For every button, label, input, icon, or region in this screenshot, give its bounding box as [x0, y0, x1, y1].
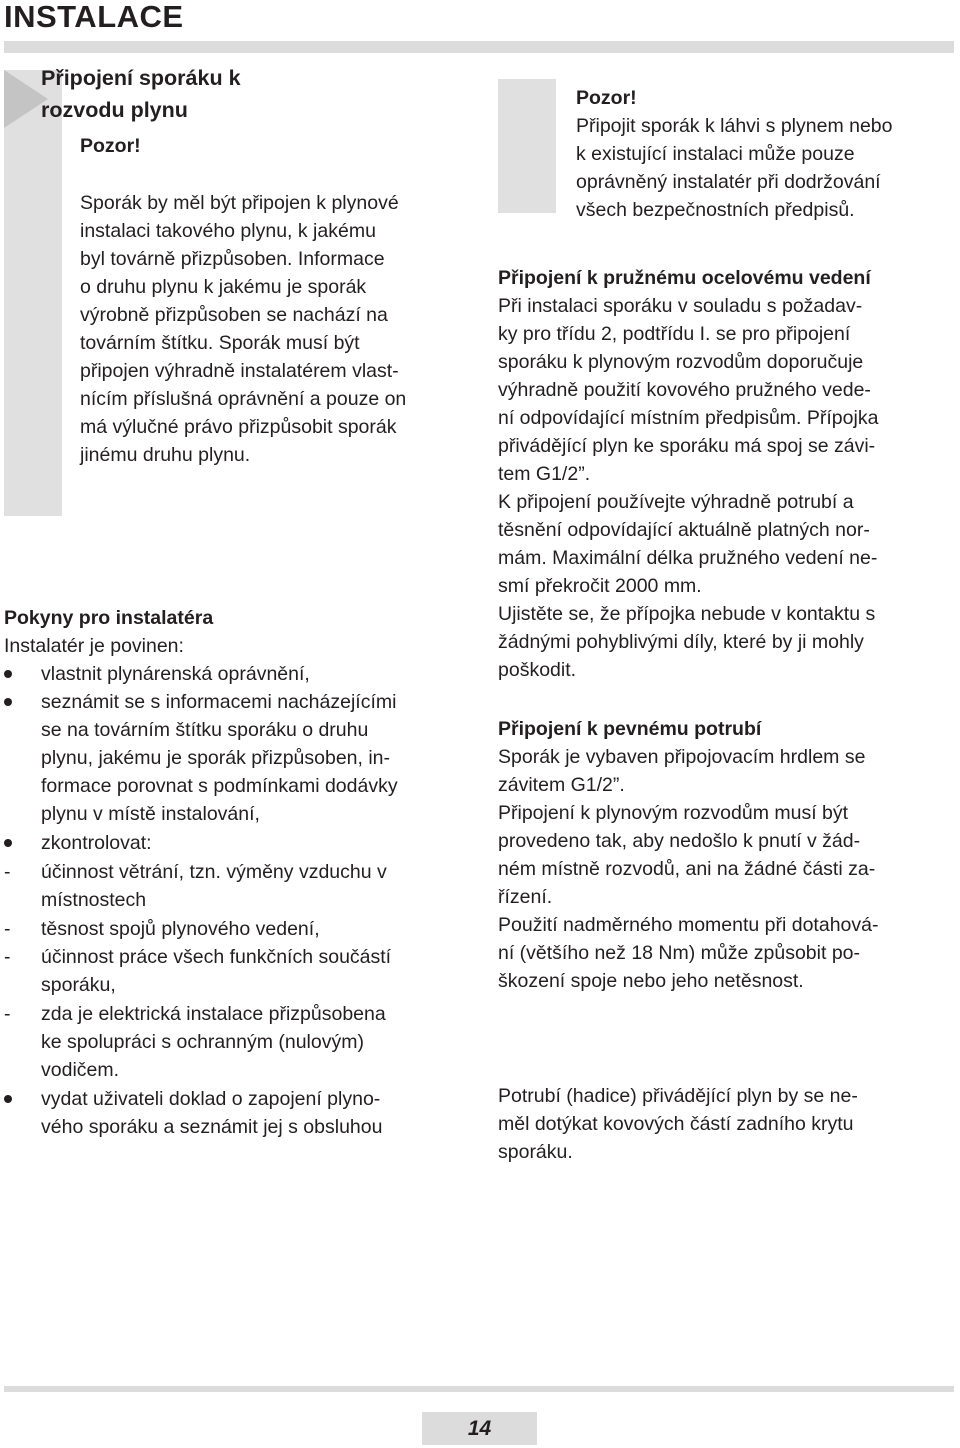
- list-item: [4, 1085, 462, 1141]
- list-item: [4, 858, 462, 914]
- warning-line: oprávněný instalatér při dodržování: [576, 171, 881, 193]
- section-heading: [41, 62, 241, 126]
- list-item-line: vydat uživateli doklad o zapojení plyno-: [41, 1088, 381, 1110]
- warning-line: továrním štítku. Sporák musí být: [80, 332, 360, 354]
- warning-line: jinému druhu plynu.: [80, 444, 251, 466]
- list-item-line: plynu, jakému je sporák přizpůsoben, in-: [41, 747, 391, 769]
- list-item-line: formace porovnat s podmínkami dodávky: [41, 775, 398, 797]
- paragraph-line: Potrubí (hadice) přivádějící plyn by se ne-: [498, 1085, 858, 1107]
- list-item-line: zkontrolovat:: [41, 832, 152, 854]
- bullet-dot-icon: [4, 688, 34, 716]
- hose-note-text: [498, 1082, 954, 1166]
- warning-line: všech bezpečnostních předpisů.: [576, 199, 855, 221]
- list-item: [4, 1000, 462, 1084]
- paragraph-line: ky pro třídu 2, podtřídu I. se pro připojení: [498, 323, 851, 345]
- list-item-line: plynu v místě instalování,: [41, 803, 260, 825]
- list-item-line: se na továrním štítku sporáku o druhu: [41, 719, 369, 741]
- paragraph-line: ní odpovídající místním předpisům. Přípojka: [498, 407, 879, 429]
- paragraph-line: Použití nadměrného momentu při dotahová-: [498, 914, 879, 936]
- list-item: [4, 915, 462, 943]
- paragraph-line: Sporák je vybaven připojovacím hrdlem se: [498, 746, 866, 768]
- paragraph-line: Ujistěte se, že přípojka nebude v kontaktu s: [498, 603, 876, 625]
- warning-line: výrobně přizpůsoben se nachází na: [80, 304, 388, 326]
- warning-line: Sporák by měl být připojen k plynové: [80, 192, 399, 214]
- warning-text: [80, 189, 462, 469]
- warning-line: byl továrně přizpůsoben. Informace: [80, 248, 385, 270]
- paragraph-line: sporáku k plynovým rozvodům doporučuje: [498, 351, 864, 373]
- paragraph-line: Při instalaci sporáku v souladu s požadav-: [498, 295, 863, 317]
- right-warning-label: Pozor!: [576, 87, 637, 109]
- list-item-line: ke spolupráci s ochranným (nulovým): [41, 1031, 364, 1053]
- warning-line: nícím příslušná oprávnění a pouze on: [80, 388, 407, 410]
- dash-marker: -: [4, 946, 11, 968]
- warning-marker-block: [498, 79, 556, 213]
- paragraph-line: škození spoje nebo jeho netěsnost.: [498, 970, 804, 992]
- paragraph-line: ném místně rozvodů, ani na žádné části za-: [498, 858, 876, 880]
- dash-marker: -: [4, 1003, 11, 1025]
- footer-divider-bar: [4, 1386, 954, 1392]
- warning-line: k existující instalaci může pouze: [576, 143, 855, 165]
- section-heading-line: Připojení sporáku k: [41, 66, 241, 90]
- bullet-dot-icon: [4, 1085, 34, 1113]
- paragraph-line: výhradně použití kovového pružného vede-: [498, 379, 871, 401]
- installer-intro: Instalatér je povinen:: [4, 635, 184, 657]
- list-item: [4, 829, 462, 857]
- dash-marker: -: [4, 918, 11, 940]
- paragraph-line: provedeno tak, aby nedošlo k pnutí v žád-: [498, 830, 861, 852]
- list-item-line: těsnost spojů plynového vedení,: [41, 918, 320, 940]
- list-item-line: účinnost větrání, tzn. výměny vzduchu v: [41, 861, 387, 883]
- dash-marker: -: [4, 861, 11, 883]
- warning-line: připojen výhradně instalatérem vlast-: [80, 360, 399, 382]
- rigid-connection-heading: Připojení k pevnému potrubí: [498, 718, 762, 740]
- list-item-line: vlastnit plynárenská oprávnění,: [41, 663, 310, 685]
- title-divider-bar: [4, 41, 954, 53]
- warning-line: má výlučné právo přizpůsobit sporák: [80, 416, 397, 438]
- paragraph-line: řízení.: [498, 886, 553, 908]
- paragraph-line: Připojení k plynovým rozvodům musí být: [498, 802, 849, 824]
- list-item-line: zda je elektrická instalace přizpůsobena: [41, 1003, 386, 1025]
- warning-line: o druhu plynu k jakému je sporák: [80, 276, 367, 298]
- paragraph-line: ní (většího než 18 Nm) může způsobit po-: [498, 942, 860, 964]
- list-item-line: vého sporáku a seznámit jej s obsluhou: [41, 1116, 383, 1138]
- section-heading-line: rozvodu plynu: [41, 98, 188, 122]
- page-number: 14: [422, 1412, 537, 1445]
- flex-connection-text: [498, 292, 954, 684]
- paragraph-line: přivádějící plyn ke sporáku má spoj se závi-: [498, 435, 876, 457]
- flex-connection-heading: Připojení k pružnému ocelovému vedení: [498, 267, 871, 289]
- list-item-line: seznámit se s informacemi nacházejícími: [41, 691, 397, 713]
- warning-line: instalaci takového plynu, k jakému: [80, 220, 376, 242]
- list-item: [4, 660, 462, 688]
- list-item: [4, 943, 462, 999]
- section-marker-block: [4, 70, 62, 516]
- paragraph-line: závitem G1/2”.: [498, 774, 625, 796]
- paragraph-line: smí překročit 2000 mm.: [498, 575, 702, 597]
- right-warning-text: [576, 112, 954, 224]
- paragraph-line: poškodit.: [498, 659, 577, 681]
- paragraph-line: tem G1/2”.: [498, 463, 591, 485]
- list-item: [4, 688, 462, 828]
- list-item-line: sporáku,: [41, 974, 116, 996]
- bullet-dot-icon: [4, 829, 34, 857]
- paragraph-line: sporáku.: [498, 1141, 573, 1163]
- installer-heading: Pokyny pro instalatéra: [4, 607, 214, 629]
- rigid-connection-text: [498, 743, 954, 995]
- paragraph-line: těsnění odpovídající aktuálně platných nor-: [498, 519, 870, 541]
- page-title: INSTALACE: [4, 0, 184, 34]
- paragraph-line: K připojení používejte výhradně potrubí a: [498, 491, 854, 513]
- warning-label: Pozor!: [80, 135, 141, 157]
- warning-line: Připojit sporák k láhvi s plynem nebo: [576, 115, 893, 137]
- list-item-line: účinnost práce všech funkčních součástí: [41, 946, 392, 968]
- bullet-dot-icon: [4, 660, 34, 688]
- list-item-line: vodičem.: [41, 1059, 120, 1081]
- paragraph-line: mám. Maximální délka pružného vedení ne-: [498, 547, 878, 569]
- paragraph-line: měl dotýkat kovových částí zadního krytu: [498, 1113, 854, 1135]
- list-item-line: místnostech: [41, 889, 147, 911]
- paragraph-line: žádnými pohyblivými díly, které by ji mohly: [498, 631, 864, 653]
